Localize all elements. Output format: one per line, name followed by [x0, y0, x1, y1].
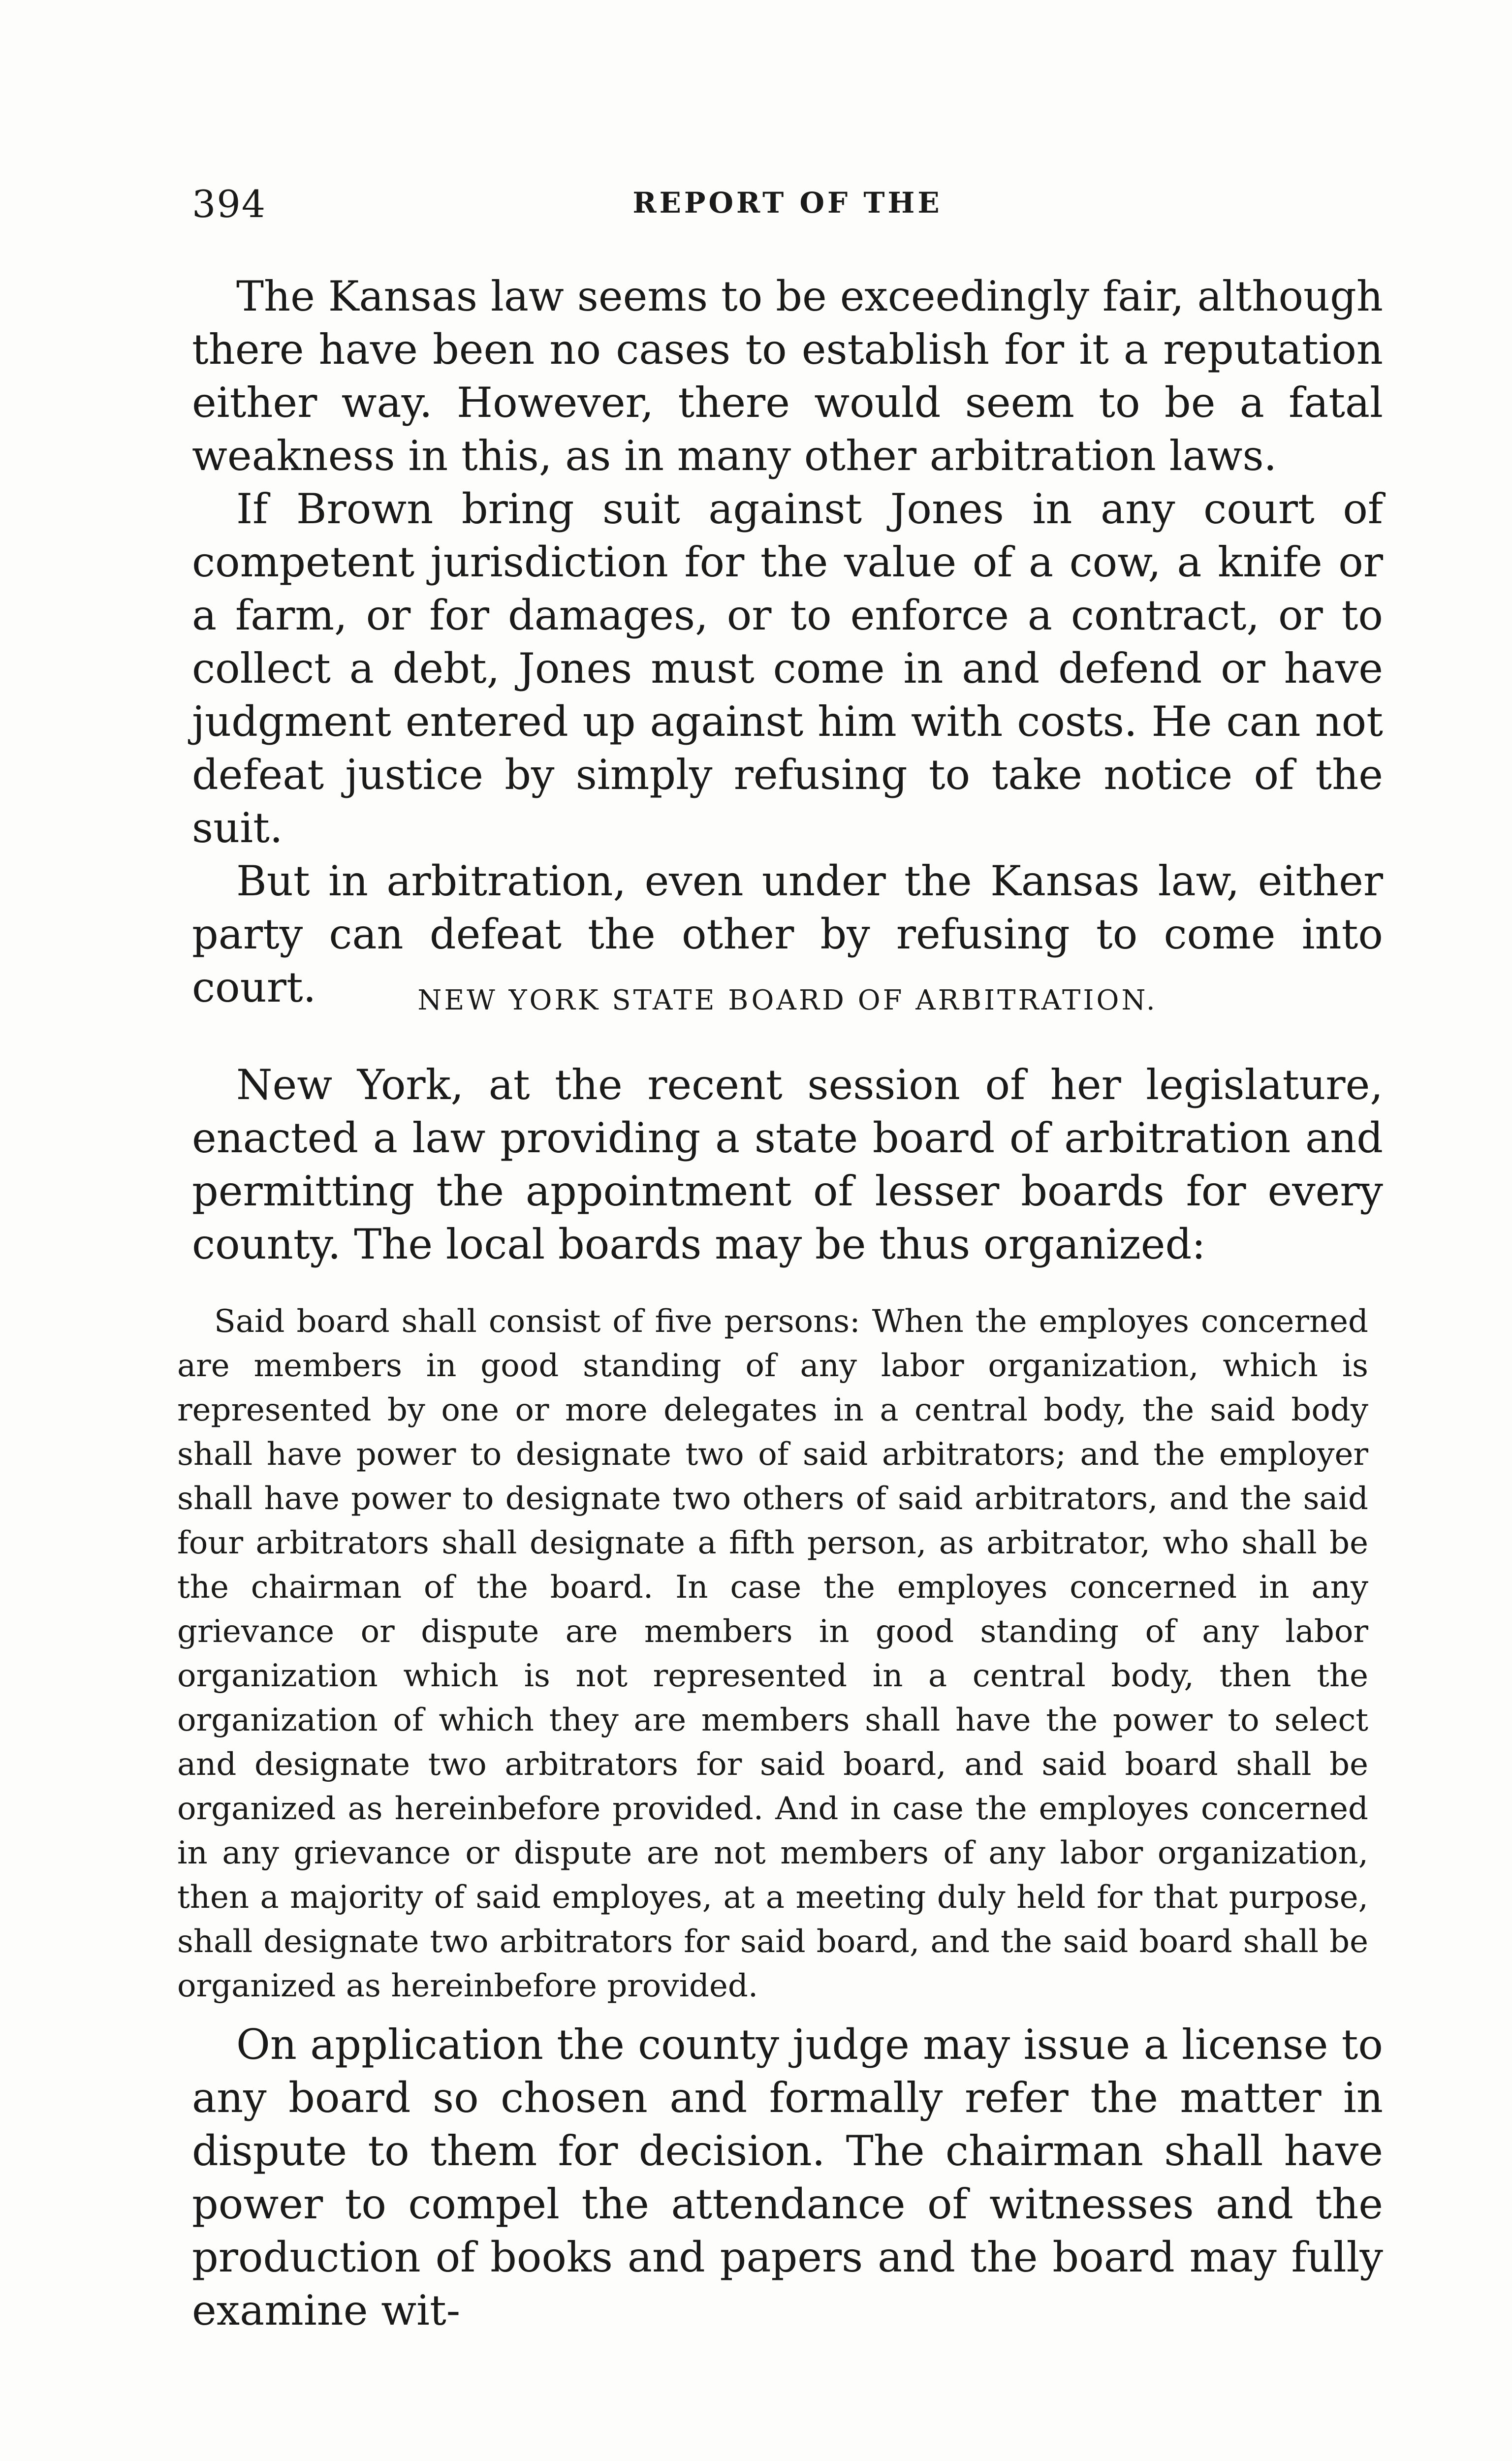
- quoted-statute-text: Said board shall consist of five persons: When the employes concerned are members in good standing of any labor organization, which is represented by one or more delegates in a central body, the said body shall have power to designate two of said arbitrators; and the employer shall have power to designate two others of said arbitrators, and the said four arbitrators shall designate a fifth person, as arbitrator, who shall be the chairman of the board. In case the employes concerned in any grievance or dispute are members in good standing of any labor organization which is not represented in a central body, then the organization of which they are members shall have the power to select and designate two arbitrators for said board, and said board shall be organized as hereinbefore provided. And in case the employes concerned in any grievance or dispute are not members of any labor organization, then a majority of said employes, at a meeting duly held for that purpose, shall designate two arbitrators for said board, and the said board shall be organized as hereinbefore provided.: [177, 1303, 1368, 2004]
- running-head: REPORT OF THE: [632, 186, 943, 220]
- paragraph-new-york-intro: New York, at the recent session of her legislature, enacted a law providing a state board of arbitration and permitting the appointment of lesser boards for every county. The local boards may be thus organized:: [192, 1061, 1383, 1268]
- section-heading: NEW YORK STATE BOARD OF ARBITRATION.: [417, 984, 1158, 1016]
- paragraph-arbitration-weakness: But in arbitration, even under the Kansas law, either party can defeat the other by refusing to come into court.: [192, 857, 1383, 1011]
- new-york-intro-section: [192, 1058, 1383, 1271]
- paragraph-kansas-fair: The Kansas law seems to be exceedingly fair, although there have been no cases to establish for it a reputation either way. However, there would seem to be a fatal weakness in this, as in many other arbitration laws.: [192, 272, 1383, 480]
- paragraph-brown-jones: If Brown bring suit against Jones in any court of competent jurisdiction for the value of a cow, a knife or a farm, or for damages, or to enforce a contract, or to collect a debt, Jones must come in and defend or have judgment entered up against him with costs. He can not defeat justice by simply refusing to take notice of the suit.: [192, 485, 1383, 852]
- county-judge-section: [192, 2018, 1383, 2337]
- page-number: 394: [192, 182, 267, 226]
- paragraph-county-judge: On application the county judge may issue a license to any board so chosen and formally refer the matter in dispute to them for decision. The chairman shall have power to compel the attendance of witnesses and the production of books and papers and the board may fully examine wit-: [192, 2020, 1383, 2335]
- kansas-law-section: [192, 270, 1383, 1014]
- page-header: [192, 182, 1383, 241]
- quoted-statute-block: [177, 1299, 1368, 2008]
